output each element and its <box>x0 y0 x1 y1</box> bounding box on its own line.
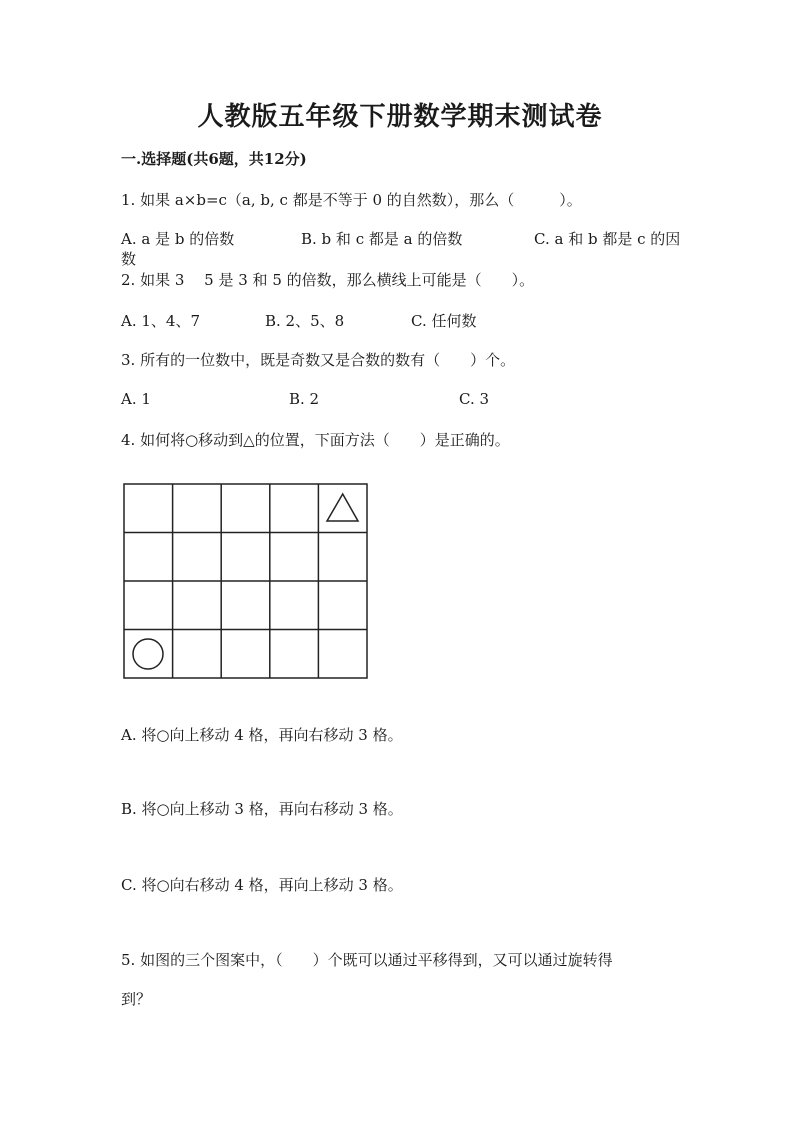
grid-lines <box>124 484 367 678</box>
section-heading: 一.选择题(共6题，共12分) <box>121 150 307 168</box>
q4-option-a: A. 将○向上移动 4 格，再向右移动 3 格。 <box>121 726 403 744</box>
q2-option-b: B. 2、5、8 <box>265 312 345 330</box>
question-3: 3. 所有的一位数中，既是奇数又是合数的数有（ ）个。 <box>121 351 516 369</box>
grid-svg <box>123 483 368 679</box>
question-5-wrap: 到？ <box>121 990 152 1008</box>
q3-option-b: B. 2 <box>289 390 320 408</box>
question-4: 4. 如何将○移动到△的位置，下面方法（ ）是正确的。 <box>121 431 510 449</box>
page-title: 人教版五年级下册数学期末测试卷 <box>197 102 603 132</box>
question-1: 1. 如果 a×b=c（a, b, c 都是不等于 0 的自然数），那么（ ）。 <box>121 191 582 209</box>
q2-option-c: C. 任何数 <box>411 312 477 330</box>
question-5: 5. 如图的三个图案中，（ ）个既可以通过平移得到，又可以通过旋转得 <box>121 951 613 969</box>
q4-option-b: B. 将○向上移动 3 格，再向右移动 3 格。 <box>121 800 403 818</box>
movement-grid-figure <box>123 483 368 679</box>
q1-option-b: B. b 和 c 都是 a 的倍数 <box>301 230 463 248</box>
circle-icon <box>133 639 163 669</box>
q1-option-a: A. a 是 b 的倍数 <box>121 230 235 248</box>
q3-option-c: C. 3 <box>459 390 490 408</box>
q4-option-c: C. 将○向右移动 4 格，再向上移动 3 格。 <box>121 876 403 894</box>
q3-option-a: A. 1 <box>121 390 151 408</box>
triangle-icon <box>327 494 358 521</box>
q1-option-c: C. a 和 b 都是 c 的因 <box>534 230 681 248</box>
question-2: 2. 如果 3 5 是 3 和 5 的倍数，那么横线上可能是（ ）。 <box>121 271 535 289</box>
q2-option-a: A. 1、4、7 <box>121 312 200 330</box>
q1-option-c-wrap: 数 <box>121 250 137 268</box>
